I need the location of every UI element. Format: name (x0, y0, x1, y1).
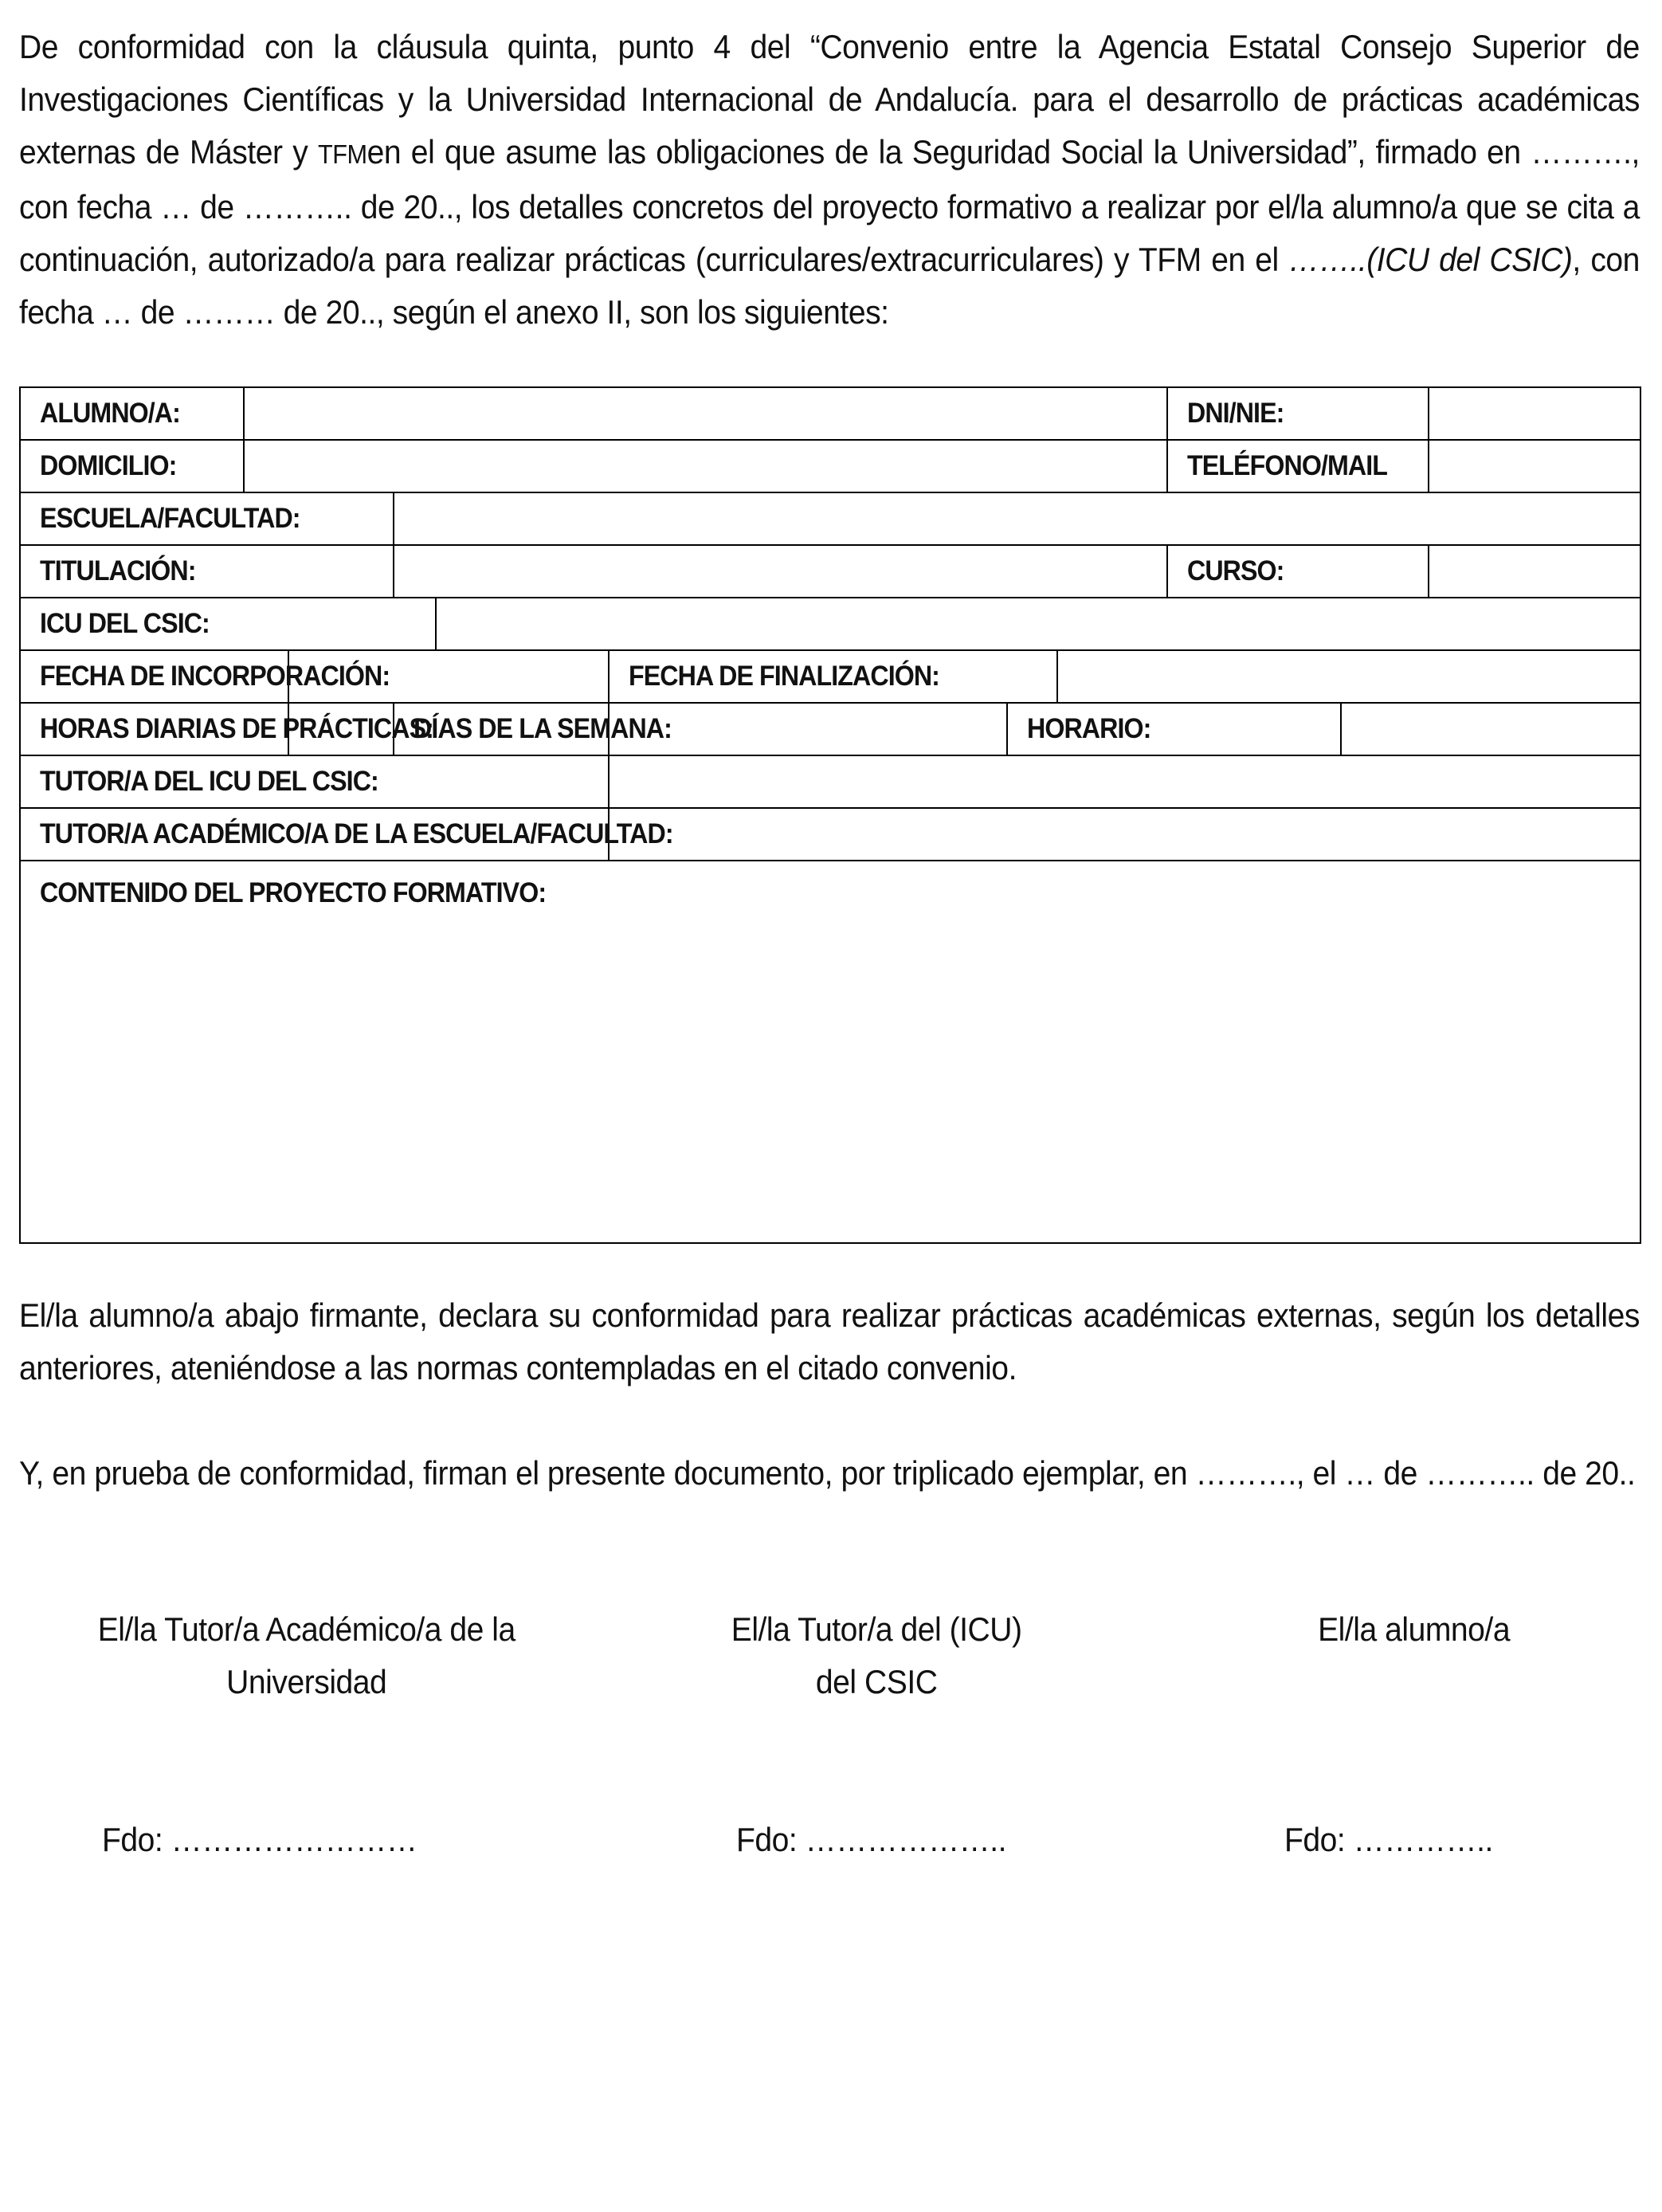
form-row-escuela (20, 492, 1640, 545)
form-row-alumno (20, 387, 1640, 440)
titulacion-label: TITULACIÓN: (20, 545, 394, 598)
telefono-label: TELÉFONO/MAIL (1167, 440, 1429, 492)
horas-label: HORAS DIARIAS DE PRÁCTICAS: (20, 703, 288, 755)
dni-field[interactable] (1429, 387, 1640, 440)
tutor-icu-label: TUTOR/A DEL ICU DEL CSIC: (20, 755, 609, 808)
conformity-paragraph: Y, en prueba de conformidad, firman el presente documento, por triplicado ejemplar, en ………., el … de ……….. de 20.. (19, 1454, 1636, 1492)
signature-tutor-icu (653, 1603, 1100, 1708)
dias-label: DÍAS DE LA SEMANA: (394, 703, 609, 755)
curso-label: CURSO: (1167, 545, 1429, 598)
form-row-icu (20, 598, 1640, 650)
escuela-label: ESCUELA/FACULTAD: (20, 492, 394, 545)
intro-icu: ……..(ICU del CSIC) (1288, 241, 1573, 278)
form-row-tutor-academico (20, 808, 1640, 861)
fdo-tutor-icu: Fdo: ……………….. (736, 1821, 1007, 1858)
form-row-titulacion (20, 545, 1640, 598)
fecha-finalizacion-label: FECHA DE FINALIZACIÓN: (609, 650, 1057, 703)
declaration-paragraph: El/la alumno/a abajo firmante, declara su conformidad para realizar prácticas académicas externas, según los detalles anteriores, ateniéndose a las normas contempladas en el citado convenio. (19, 1296, 1640, 1386)
intro-text-2: en el que asume las obligaciones de la Seguridad Social la Universidad”, firmado en ………., con fecha … de ……….. de 20.., los detalles concretos del proyecto formativo a realizar por el/la alumno/a que se cita a continuación, autorizado/a para realizar prácticas (curriculares/extracurriculares) y TFM en el (19, 133, 1640, 278)
form-row-fechas (20, 650, 1640, 703)
horario-field[interactable] (1341, 703, 1640, 755)
dni-label: DNI/NIE: (1167, 387, 1429, 440)
intro-tfm: TFM (317, 139, 367, 169)
form-row-horas (20, 703, 1640, 755)
intro-text-3: , con fecha … de ……… de 20.., según el anexo II, son los siguientes: (19, 241, 1640, 331)
fecha-incorporacion-label: FECHA DE INCORPORACIÓN: (20, 650, 288, 703)
form-row-domicilio (20, 440, 1640, 492)
alumno-label: ALUMNO/A: (20, 387, 244, 440)
fdo-alumno: Fdo: ………….. (1284, 1821, 1493, 1858)
fecha-finalizacion-field[interactable] (1057, 650, 1640, 703)
curso-field[interactable] (1429, 545, 1640, 598)
intro-paragraph (19, 21, 1640, 355)
contenido-field[interactable] (20, 861, 1640, 1243)
form-row-contenido (20, 861, 1640, 1243)
tutor-academico-label: TUTOR/A ACADÉMICO/A DE LA ESCUELA/FACULTAD: (20, 808, 609, 861)
alumno-field[interactable] (244, 387, 1167, 440)
escuela-field[interactable] (394, 492, 1640, 545)
intro-section (19, 21, 1640, 355)
contenido-label: CONTENIDO DEL PROYECTO FORMATIVO: (40, 877, 547, 908)
tutor-academico-field[interactable] (609, 808, 1640, 861)
horario-label: HORARIO: (1007, 703, 1341, 755)
tutor-icu-field[interactable] (609, 755, 1640, 808)
domicilio-label: DOMICILIO: (20, 440, 244, 492)
signature-alumno (1235, 1603, 1593, 1656)
form-row-tutor-icu (20, 755, 1640, 808)
signature-alumno-title: El/la alumno/a (1318, 1610, 1511, 1648)
fdo-tutor-academico: Fdo: …………………… (102, 1821, 417, 1858)
icu-label: ICU DEL CSIC: (20, 598, 436, 650)
titulacion-field[interactable] (394, 545, 1167, 598)
icu-field[interactable] (436, 598, 1640, 650)
telefono-field[interactable] (1429, 440, 1640, 492)
signature-tutor-icu-title: El/la Tutor/a del (ICU) del CSIC (731, 1610, 1022, 1700)
signature-tutor-academico (48, 1603, 566, 1708)
domicilio-field[interactable] (244, 440, 1167, 492)
intro-text-1: De conformidad con la cláusula quinta, punto 4 del “Convenio entre la Agencia Estatal Consejo Superior de Investigaciones Científicas y la Universidad Internacional de Andalucía. para el desarrollo de prácticas académicas externas de Máster y (19, 28, 1640, 171)
student-data-form (19, 386, 1641, 1244)
signature-tutor-academico-title: El/la Tutor/a Académico/a de la Universidad (97, 1610, 516, 1700)
